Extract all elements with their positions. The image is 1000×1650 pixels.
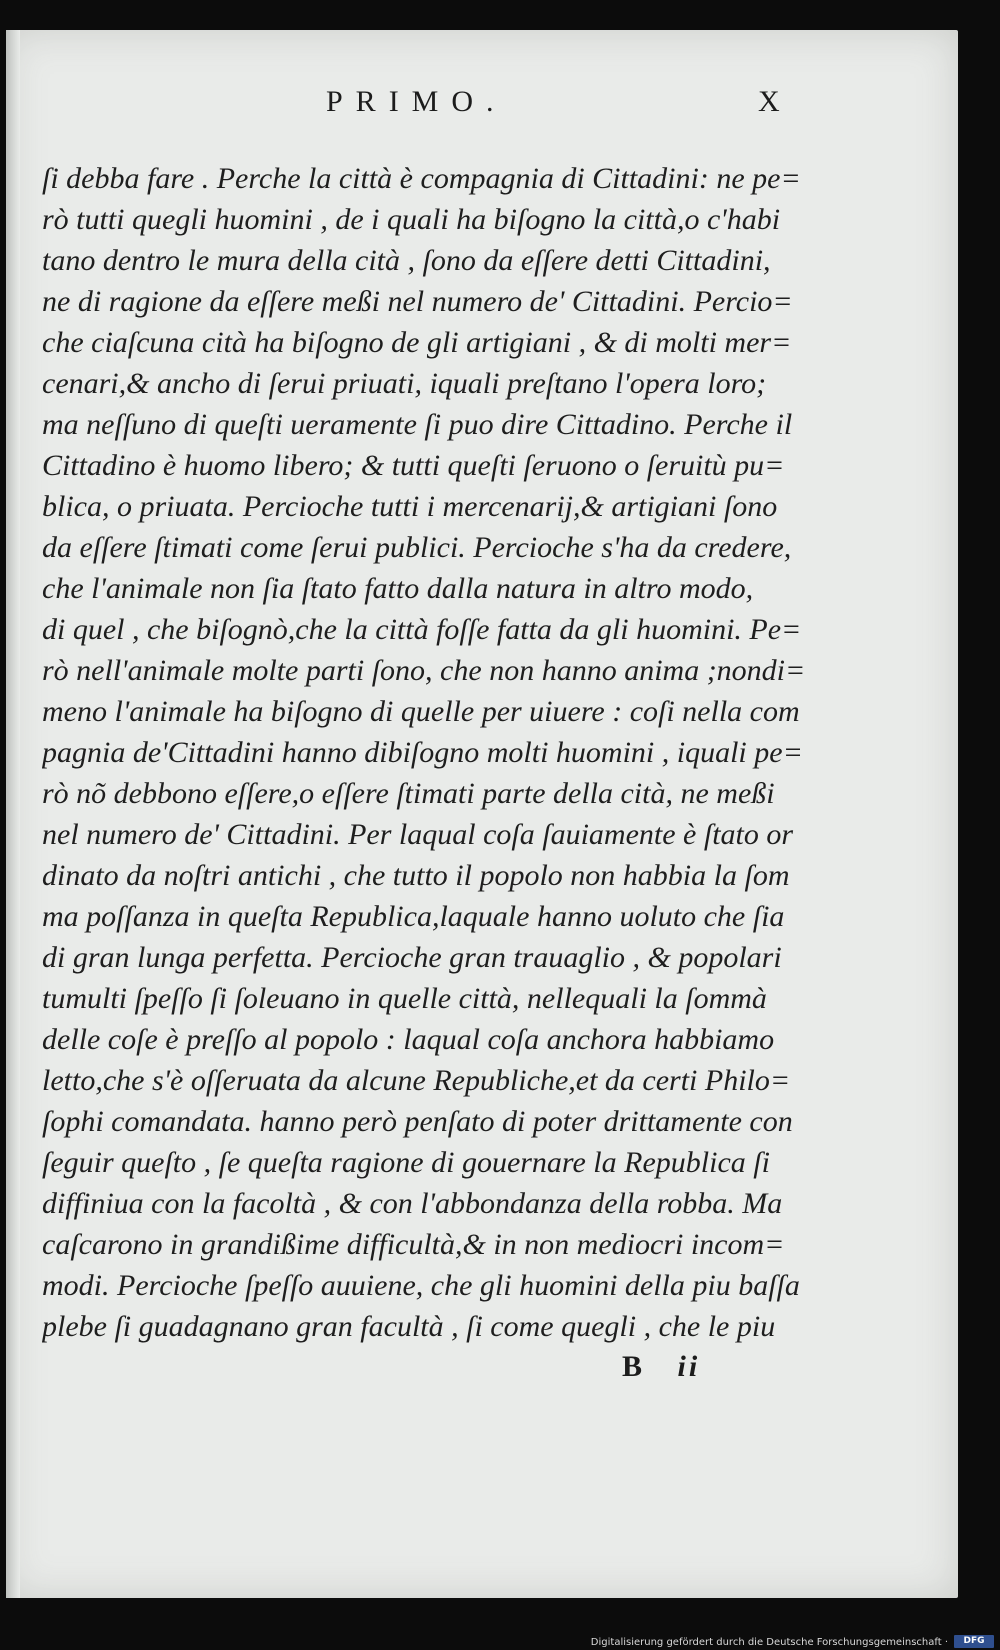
text-line: cenari,& ancho di ſerui priuati, iquali preſtano l'opera loro; — [42, 367, 767, 400]
text-line: delle coſe è preſſo al popolo : laqual coſa anchora habbiamo — [42, 1023, 775, 1056]
running-head-title: PRIMO. — [326, 85, 507, 118]
digitization-credit: Digitalisierung gefördert durch die Deutsche Forschungsgemeinschaft · — [590, 1637, 948, 1648]
text-line: plebe ſi guadagnano gran facultà , ſi come quegli , che le piu — [42, 1310, 776, 1343]
dfg-logo-icon: DFG — [954, 1635, 994, 1648]
text-line: che ciaſcuna cità ha biſogno de gli artigiani , & di molti mer= — [42, 326, 792, 359]
folio-number: X — [758, 85, 782, 118]
text-line: rò nõ debbono eſſere,o eſſere ſtimati parte della cità, ne meßi — [42, 777, 775, 810]
running-head — [6, 85, 958, 135]
book-page — [6, 30, 958, 1598]
text-line: di gran lunga perfetta. Percioche gran trauaglio , & popolari — [42, 941, 782, 974]
signature-mark — [622, 1350, 700, 1384]
page-gutter-shadow — [6, 30, 20, 1598]
text-line: ma neſſuno di queſti ueramente ſi puo dire Cittadino. Perche il — [42, 408, 793, 441]
text-line: letto,che s'è oſſeruata da alcune Republiche,et da certi Philo= — [42, 1064, 791, 1097]
text-line: rò nell'animale molte parti ſono, che non hanno anima ;nondi= — [42, 654, 806, 687]
signature-letter: B — [622, 1350, 643, 1383]
text-line: meno l'animale ha biſogno di quelle per uiuere : coſi nella com — [42, 695, 800, 728]
text-line: diffiniua con la facoltà , & con l'abbondanza della robba. Ma — [42, 1187, 783, 1220]
text-line: caſcarono in grandißime difficultà,& in non mediocri incom= — [42, 1228, 785, 1261]
text-line: ſeguir queſto , ſe queſta ragione di gouernare la Republica ſi — [42, 1146, 770, 1179]
text-line: di quel , che biſognò,che la città foſſe fatta da gli huomini. Pe= — [42, 613, 802, 646]
text-line: ma poſſanza in queſta Republica,laquale hanno uoluto che ſia — [42, 900, 785, 933]
text-line: ſi debba fare . Perche la città è compagnia di Cittadini: ne pe= — [42, 162, 801, 195]
text-line: Cittadino è huomo libero; & tutti queſti ſeruono o ſeruitù pu= — [42, 449, 785, 482]
text-line: tumulti ſpeſſo ſi ſoleuano in quelle città, nellequali la ſommà — [42, 982, 767, 1015]
text-line: rò tutti quegli huomini , de i quali ha biſogno la città,o c'habi — [42, 203, 781, 236]
text-line: modi. Percioche ſpeſſo auuiene, che gli huomini della piu baſſa — [42, 1269, 800, 1302]
text-line: dinato da noſtri antichi , che tutto il popolo non habbia la ſom — [42, 859, 790, 892]
body-text — [42, 158, 912, 1347]
text-line: nel numero de' Cittadini. Per laqual coſa ſauiamente è ſtato or — [42, 818, 794, 851]
text-line: ſophi comandata. hanno però penſato di poter drittamente con — [42, 1105, 793, 1138]
text-line: da eſſere ſtimati come ſerui publici. Percioche s'ha da credere, — [42, 531, 792, 564]
signature-number: ii — [677, 1350, 701, 1383]
text-line: pagnia de'Cittadini hanno dibiſogno molti huomini , iquali pe= — [42, 736, 803, 769]
text-line: ne di ragione da eſſere meßi nel numero de' Cittadini. Percio= — [42, 285, 793, 318]
text-line: tano dentro le mura della cità , ſono da eſſere detti Cittadini, — [42, 244, 771, 277]
text-line: blica, o priuata. Percioche tutti i mercenarij,& artigiani ſono — [42, 490, 778, 523]
text-line: che l'animale non ſia ſtato fatto dalla natura in altro modo, — [42, 572, 754, 605]
